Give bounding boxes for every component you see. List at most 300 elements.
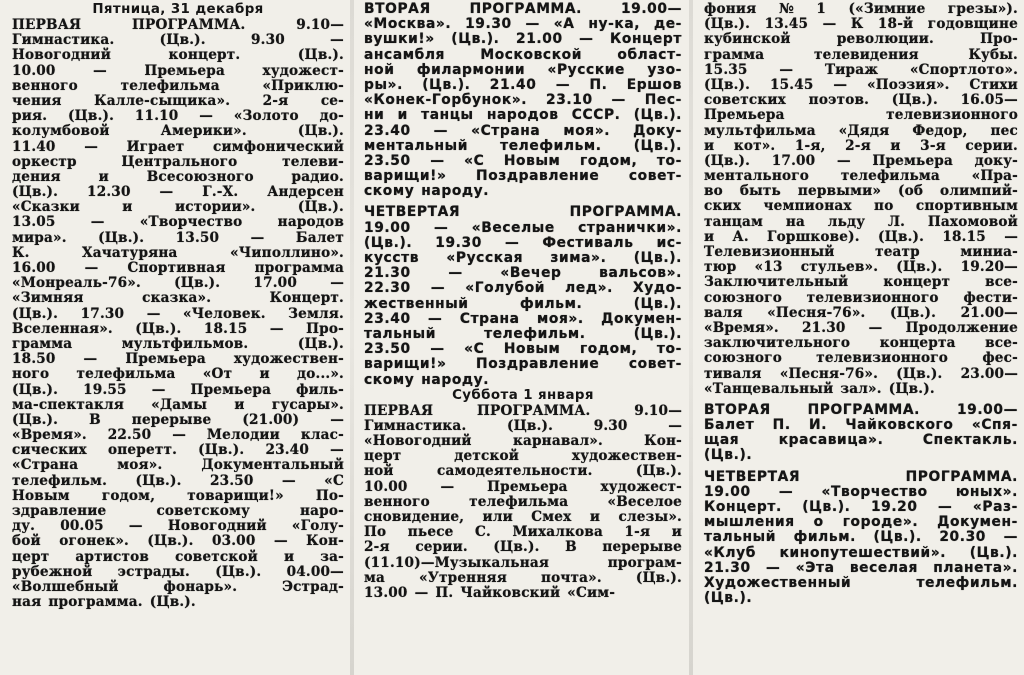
text-line xyxy=(364,495,682,510)
word: эстрады. xyxy=(117,563,190,580)
word: венного xyxy=(364,493,430,510)
word: 10.00 xyxy=(364,478,408,495)
word: — xyxy=(525,16,540,33)
text-line xyxy=(364,124,682,139)
word: 11.10 xyxy=(134,108,179,125)
word: поэтов. xyxy=(808,92,870,109)
word: пьесе xyxy=(407,524,454,541)
word: 19.20 xyxy=(870,499,918,515)
word: област- xyxy=(617,46,682,63)
word: Телевизионный xyxy=(704,244,835,260)
word: и xyxy=(704,137,715,154)
word: Балет xyxy=(295,229,344,246)
word: советскому xyxy=(156,503,250,519)
word: 21.30 xyxy=(801,319,846,336)
word: Доку- xyxy=(633,122,682,139)
word: ПРОГРАММА. xyxy=(469,1,582,17)
word: 23.00— xyxy=(960,365,1018,382)
word: № xyxy=(778,1,794,17)
word: церт xyxy=(12,548,50,565)
word: (Цв.). xyxy=(704,152,751,169)
word: «Монреаль-76». xyxy=(12,275,141,292)
text-line xyxy=(12,79,344,94)
text-line xyxy=(12,155,344,170)
word: Премьера xyxy=(144,62,225,79)
word: В xyxy=(89,411,101,428)
word: ских xyxy=(704,198,742,215)
word: — xyxy=(146,305,161,322)
text-line xyxy=(364,373,682,388)
column-1 xyxy=(0,0,350,675)
text-line xyxy=(704,124,1018,139)
word: Страна xyxy=(459,310,520,327)
word: церт xyxy=(364,448,402,465)
word: 13.05 xyxy=(12,214,56,231)
text-line xyxy=(364,205,682,220)
word: (Цв.). xyxy=(704,16,751,33)
word: (Цв.). xyxy=(135,320,182,337)
word: за- xyxy=(320,548,344,565)
word: Федор, xyxy=(912,122,968,139)
word: 21.40 xyxy=(489,76,537,93)
text-line xyxy=(704,351,1018,366)
word: клас- xyxy=(300,427,344,444)
word: (Цв.). xyxy=(633,107,682,124)
word: почта». xyxy=(540,569,602,586)
word: все- xyxy=(985,335,1018,352)
text-line xyxy=(704,403,1018,418)
word: 00.05 xyxy=(60,518,104,535)
word: СССР. xyxy=(571,107,621,124)
text-line xyxy=(12,322,344,337)
word: концерта xyxy=(879,335,956,352)
word: Премьера xyxy=(872,152,954,169)
text-line xyxy=(364,540,682,555)
word: художест- xyxy=(600,478,682,495)
word: — xyxy=(273,533,288,550)
word: Докумен- xyxy=(601,310,682,327)
program-block xyxy=(704,2,1018,397)
word: телефильм. xyxy=(484,325,586,342)
word: — xyxy=(555,76,571,93)
word: ду. xyxy=(12,518,36,535)
text-line xyxy=(364,108,682,123)
program-block xyxy=(704,470,1018,607)
word: Московской xyxy=(480,46,583,63)
word: Горшкове). xyxy=(767,228,860,245)
word: (Цв.). xyxy=(877,228,925,245)
word: И. xyxy=(809,417,828,434)
word: 15.35 xyxy=(704,61,748,78)
word: по xyxy=(874,198,894,215)
word: грамма xyxy=(12,335,73,352)
word: Гимнастика. xyxy=(364,417,467,434)
word: 9.30 xyxy=(593,417,628,434)
text-line xyxy=(12,48,344,63)
word: карнавал». xyxy=(512,433,603,450)
word: художествен- xyxy=(571,448,682,465)
text-line xyxy=(364,78,682,93)
word: фильм. xyxy=(520,295,583,312)
word: (об xyxy=(897,183,924,200)
word: планета». xyxy=(933,559,1018,576)
word: — xyxy=(159,184,174,201)
word: «Веселое xyxy=(607,493,682,510)
word: Про- xyxy=(980,31,1018,48)
word: ну-ка, xyxy=(588,16,641,33)
program-block xyxy=(704,403,1018,464)
text-line xyxy=(12,337,344,352)
word: (Цв.). xyxy=(506,417,554,434)
word: Концерт. xyxy=(704,499,782,515)
text-line xyxy=(364,327,682,342)
word: юных». xyxy=(955,483,1018,500)
word: союзного xyxy=(704,350,782,367)
program-block xyxy=(364,404,682,601)
text-line xyxy=(12,398,344,413)
word: — xyxy=(778,483,794,500)
word: венного xyxy=(12,77,78,94)
text-line xyxy=(364,63,682,78)
word: щая xyxy=(704,432,740,449)
word: — xyxy=(433,122,449,139)
word: тальный xyxy=(364,325,437,342)
text-line xyxy=(704,515,1018,530)
word: грезы»). xyxy=(947,1,1018,17)
word: годовщине xyxy=(927,16,1018,33)
text-line xyxy=(364,464,682,479)
word: «Спя- xyxy=(971,417,1018,434)
word: симфонический xyxy=(213,138,344,155)
text-line xyxy=(12,109,344,124)
word: (Цв.). xyxy=(135,472,182,489)
text-line xyxy=(364,93,682,108)
word: — xyxy=(250,229,265,246)
word: Всесоюзного xyxy=(146,168,254,185)
word: 16.00 xyxy=(12,260,56,276)
word: советской xyxy=(175,548,258,565)
word: и xyxy=(704,228,715,245)
word: «Голубой xyxy=(465,280,546,297)
text-line xyxy=(704,184,1018,199)
text-line xyxy=(12,276,344,291)
word: — xyxy=(579,31,594,48)
word: Спектакль. xyxy=(922,432,1018,449)
text-line xyxy=(364,251,682,266)
word: ЧЕТВЕРТАЯ xyxy=(364,204,461,221)
word: (Цв.). xyxy=(493,539,540,556)
word: Эстрад- xyxy=(282,578,344,595)
word: телевизионного xyxy=(816,350,949,367)
word: Смех xyxy=(531,509,572,525)
word: Пес- xyxy=(644,92,682,109)
text-line xyxy=(12,519,344,534)
word: програм- xyxy=(607,554,682,571)
word: миниа- xyxy=(960,244,1018,260)
word: Заключительный xyxy=(704,274,849,291)
text-line xyxy=(364,154,682,169)
word: (Цв.). xyxy=(635,569,682,586)
text-line xyxy=(704,78,1018,93)
word: 21.00— xyxy=(960,304,1018,321)
word: (Цв.). xyxy=(12,381,59,398)
word: — xyxy=(428,310,443,327)
word: ис- xyxy=(656,234,682,251)
word: 17.00 xyxy=(253,275,297,292)
word: — xyxy=(430,341,445,358)
text-line xyxy=(704,199,1018,214)
text-line xyxy=(12,443,344,458)
word: перерыве xyxy=(131,411,212,428)
word: 18.50 xyxy=(12,351,56,368)
word: 15.45 xyxy=(769,76,814,93)
word: годом, xyxy=(101,487,156,504)
word: (Цв.). xyxy=(149,594,196,611)
text-line xyxy=(364,236,682,251)
word: (Цв.). xyxy=(422,76,471,93)
word: 19.00— xyxy=(956,401,1018,418)
word: Фестиваль xyxy=(542,234,634,251)
word: 18.15 xyxy=(203,320,248,337)
word: мультфильма xyxy=(704,122,816,139)
word: Хачатуряна xyxy=(82,244,178,261)
word: до- xyxy=(319,108,344,125)
word: Андерсен xyxy=(267,184,344,201)
word: лед». xyxy=(565,280,613,297)
word: Чайковского xyxy=(845,417,954,434)
word: рия. xyxy=(12,108,48,125)
word: телефильма xyxy=(840,168,940,185)
word: 2-я xyxy=(845,137,871,154)
word: (Цв.). xyxy=(297,199,344,216)
word: «Страна xyxy=(12,457,79,474)
text-line xyxy=(704,418,1018,433)
word: ни xyxy=(364,107,385,124)
word: «Песня-76». xyxy=(767,304,866,321)
word: жественный xyxy=(364,295,469,312)
word: телевидения xyxy=(813,46,919,63)
word: — xyxy=(440,478,455,495)
word: В xyxy=(565,539,577,556)
word: 04.00— xyxy=(286,563,344,580)
text-line xyxy=(704,433,1018,448)
word: Л. xyxy=(887,213,906,230)
word: первыми» xyxy=(797,183,882,200)
word: ПРОГРАММА. xyxy=(807,401,920,418)
word: и xyxy=(283,548,295,565)
word: ПРОГРАММА. xyxy=(569,204,682,221)
word: оперетт. xyxy=(108,442,177,459)
word: ма xyxy=(364,569,386,586)
word: — xyxy=(833,76,848,93)
word: Спортивная xyxy=(127,260,226,276)
word: народов xyxy=(277,214,344,231)
word: серии. xyxy=(965,137,1018,154)
word: 17.00 xyxy=(771,152,816,169)
word: Премьера xyxy=(125,351,206,368)
word: 22.50 xyxy=(107,427,152,444)
word: 18-й xyxy=(877,16,914,33)
text-line xyxy=(12,550,344,565)
text-line xyxy=(364,221,682,236)
word: варищи!» xyxy=(364,356,447,373)
word: 19.00 xyxy=(364,219,411,236)
word: (Цв.). xyxy=(704,447,753,464)
column-2 xyxy=(354,0,688,675)
word: ная xyxy=(12,594,42,611)
word: (Цв.). xyxy=(98,229,145,246)
text-line xyxy=(12,170,344,185)
word: «Творчество xyxy=(139,214,243,231)
word: Премьера xyxy=(487,478,568,495)
text-line xyxy=(12,18,344,33)
text-line xyxy=(704,470,1018,485)
text-line xyxy=(704,321,1018,336)
word: «Сим- xyxy=(567,584,616,601)
word: 12.30 xyxy=(87,184,131,201)
text-line xyxy=(364,32,682,47)
text-line xyxy=(704,382,1018,397)
word: 1-я xyxy=(624,524,651,541)
text-line xyxy=(12,595,344,610)
word: колумбовой xyxy=(12,123,110,140)
word: чемпионах xyxy=(763,198,852,215)
word: Новым xyxy=(12,487,70,504)
word: (Цв.). xyxy=(889,304,937,321)
word: танцам xyxy=(704,213,764,230)
word: ной xyxy=(364,463,394,480)
word: рубежной xyxy=(12,563,93,580)
word: (Цв.). xyxy=(159,32,206,49)
text-line xyxy=(704,169,1018,184)
word: 23.40 xyxy=(265,442,310,459)
text-line xyxy=(704,367,1018,382)
word: скому xyxy=(364,371,415,388)
text-line xyxy=(704,63,1018,78)
word: и xyxy=(890,137,901,154)
word: 16.05— xyxy=(960,92,1018,109)
word: самодеятельности. xyxy=(437,463,593,480)
word: (21.00) xyxy=(242,411,300,428)
word: К. xyxy=(12,244,30,261)
word: (Цв.). xyxy=(704,76,751,93)
word: — xyxy=(330,411,344,428)
word: — xyxy=(282,472,296,489)
word: Гимнастика. xyxy=(12,32,115,49)
word: «Утренняя xyxy=(419,569,507,586)
word: Художественный xyxy=(704,574,852,591)
word: — xyxy=(330,442,344,459)
word: ной xyxy=(364,61,395,78)
word: 23.50 xyxy=(364,152,411,169)
word: ПРОГРАММА. xyxy=(905,468,1018,485)
word: — xyxy=(822,16,837,33)
word: — xyxy=(430,152,445,169)
word: «От xyxy=(202,366,233,383)
word: — xyxy=(90,214,105,231)
word: 21.00 xyxy=(516,31,563,48)
text-line xyxy=(704,576,1018,591)
word: 23.50 xyxy=(210,472,254,489)
word: оркестр xyxy=(12,153,77,170)
word: серии. xyxy=(415,539,468,556)
word: странички». xyxy=(578,219,682,236)
word: детской xyxy=(454,448,520,465)
word: программа. xyxy=(48,594,143,611)
word: сказка». xyxy=(142,290,212,307)
text-line xyxy=(704,245,1018,260)
text-line xyxy=(12,94,344,109)
text-line xyxy=(12,215,344,230)
word: 13.45 xyxy=(764,16,809,33)
word: По xyxy=(364,524,387,541)
word: Кубы. xyxy=(968,46,1018,63)
word: — xyxy=(83,351,98,368)
text-line xyxy=(12,367,344,382)
word: доку- xyxy=(974,152,1018,169)
word: слезы». xyxy=(618,509,682,525)
word: «Русские xyxy=(547,61,626,78)
text-line xyxy=(12,383,344,398)
word: «Танцевальный xyxy=(704,380,834,397)
word: театр xyxy=(875,244,920,260)
word: Про- xyxy=(306,320,344,337)
word: — xyxy=(93,62,107,79)
text-line xyxy=(704,2,1018,17)
word: «Песня-76». xyxy=(779,365,879,382)
word: 23.10 xyxy=(546,92,593,109)
word: чения xyxy=(12,92,62,109)
text-line xyxy=(12,474,344,489)
word: Кон- xyxy=(644,433,682,450)
word: «Дамы xyxy=(151,396,208,413)
word: Америки». xyxy=(160,123,247,140)
word: По- xyxy=(315,487,344,504)
word: программа xyxy=(254,260,344,276)
text-line xyxy=(12,185,344,200)
word: вушки!» xyxy=(364,31,435,48)
text-line xyxy=(704,546,1018,561)
program-block xyxy=(364,2,682,199)
word: льду xyxy=(827,213,866,230)
word: «Страна xyxy=(471,122,541,139)
word: народу. xyxy=(421,371,490,388)
word: сновидение, xyxy=(364,509,465,525)
word: или xyxy=(482,509,513,525)
word: 13.00 xyxy=(364,584,408,601)
word: «Москва». xyxy=(364,16,452,33)
word: во xyxy=(704,183,723,200)
word: (Цв.). xyxy=(633,250,682,266)
word: ры». xyxy=(364,76,403,93)
word: Чайковский xyxy=(460,584,561,601)
word: совет- xyxy=(628,356,682,373)
word: о xyxy=(813,514,824,531)
text-line xyxy=(704,93,1018,108)
word: быть xyxy=(739,183,781,200)
word: П. xyxy=(589,76,608,93)
text-line xyxy=(12,458,344,473)
word: (Цв.). xyxy=(12,184,59,201)
word: (Цв.). xyxy=(174,275,221,292)
word: (Цв.). xyxy=(451,31,500,48)
word: 03.00 xyxy=(211,533,256,550)
word: здравление xyxy=(12,503,107,519)
word: «Голу- xyxy=(291,518,344,535)
word: 19.00 xyxy=(704,483,751,500)
word: ПЕРВАЯ xyxy=(364,402,434,419)
text-line xyxy=(364,2,682,17)
